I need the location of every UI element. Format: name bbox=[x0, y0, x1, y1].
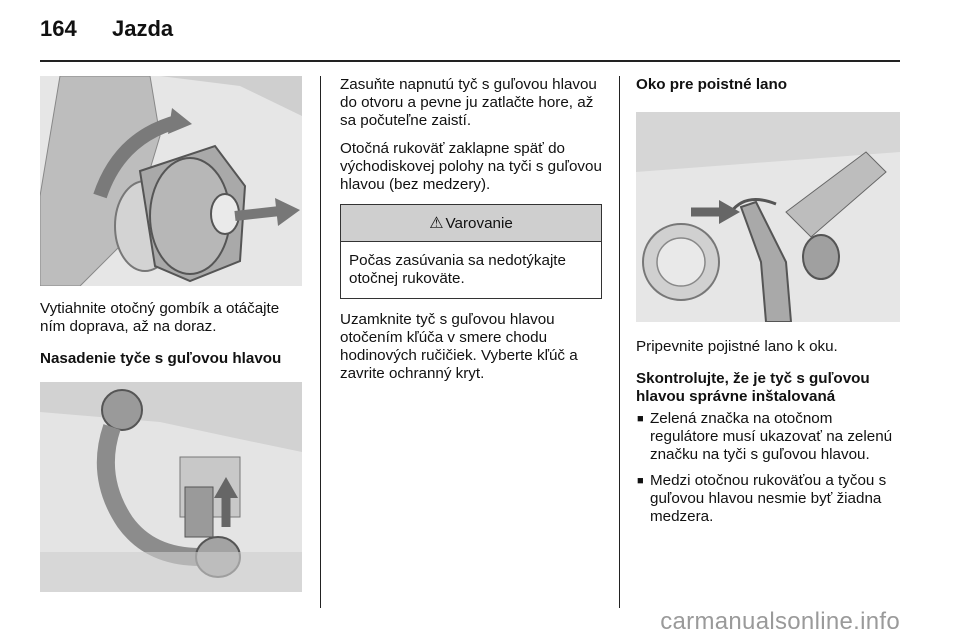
warning-box bbox=[340, 204, 602, 299]
warning-body bbox=[341, 242, 601, 298]
list-item: ■ Medzi otočnou rukoväťou a tyčou s guľovou hlavou nesmie byť žiadna medzera. bbox=[637, 472, 887, 525]
warning-header bbox=[341, 205, 601, 242]
towbar-ball-bar-insertion-illustration bbox=[40, 382, 302, 592]
watermark: carmanualsonline.info bbox=[660, 608, 900, 635]
paragraph-attach-cable: Pripevnite pojistné lano k oku. bbox=[636, 338, 838, 355]
warning-triangle-icon: ⚠ bbox=[429, 215, 444, 232]
warning-text: Počas zasúvania sa nedotýkajte otočnej rukoväte. bbox=[349, 252, 566, 287]
column-middle bbox=[340, 76, 602, 383]
page-header bbox=[40, 16, 173, 52]
section-heading: Nasadenie tyče s guľovou hlavou bbox=[40, 350, 282, 367]
safety-cable-eye-illustration bbox=[636, 112, 900, 322]
bullet-square-icon: ■ bbox=[637, 475, 644, 487]
column-divider-1 bbox=[320, 76, 321, 608]
instruction-text: Vytiahnite otočný gombík a otáčajte ním doprava, až na doraz. bbox=[40, 300, 280, 335]
check-heading: Skontrolujte, že je tyč s guľovou hlavou správne inštalovaná bbox=[636, 370, 870, 405]
column-right bbox=[636, 76, 900, 534]
check-list bbox=[636, 410, 900, 526]
section-heading-eye: Oko pre poistné lano bbox=[636, 76, 788, 93]
page-number: 164 bbox=[40, 16, 77, 41]
paragraph-lock-key: Uzamknite tyč s guľovou hlavou otočením kľúča v smere chodu hodinových ručičiek. Vyberte kľúč a zavrite ochranný kryt. bbox=[340, 311, 578, 382]
column-divider-2 bbox=[619, 76, 620, 608]
towbar-knob-removal-illustration bbox=[40, 76, 302, 286]
list-item: ■ Zelená značka na otočnom regulátore musí ukazovať na zelenú značku na tyči s guľovou hlavou. bbox=[637, 410, 893, 463]
paragraph-insert-bar: Zasuňte napnutú tyč s guľovou hlavou do otvoru a pevne ju zatlačte hore, až sa počuteľne zaistí. bbox=[340, 76, 597, 129]
bullet-square-icon: ■ bbox=[637, 413, 644, 425]
chapter-title: Jazda bbox=[112, 16, 174, 41]
paragraph-handle-snap: Otočná rukoväť zaklapne späť do východiskovej polohy na tyči s guľovou hlavou (bez medzery). bbox=[340, 140, 602, 193]
warning-title: Varovanie bbox=[445, 214, 513, 232]
header-rule bbox=[40, 60, 900, 62]
column-left bbox=[40, 76, 302, 592]
